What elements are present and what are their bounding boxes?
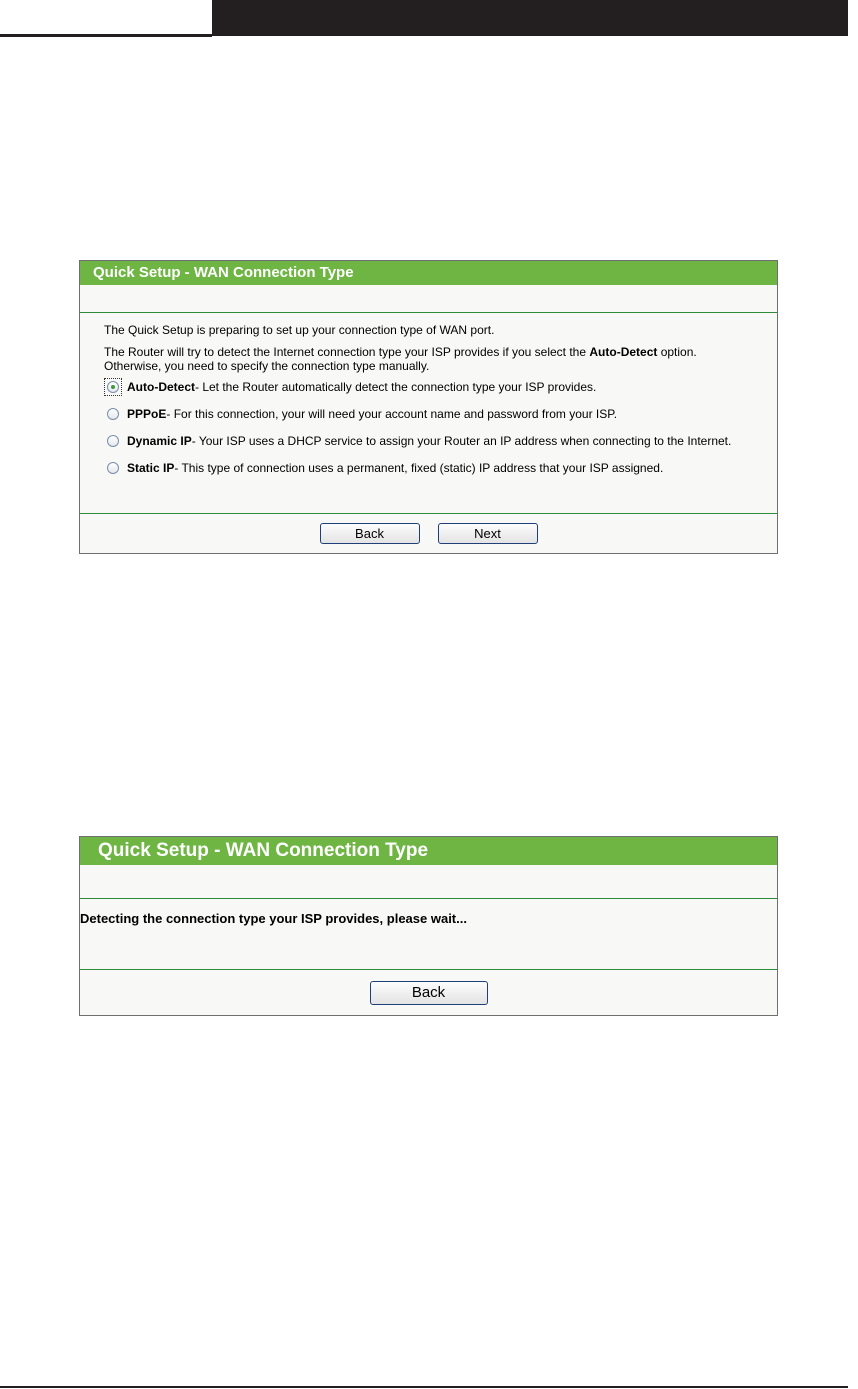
panel-title: Quick Setup - WAN Connection Type xyxy=(80,837,777,865)
back-button[interactable]: Back xyxy=(320,523,420,544)
panel-footer xyxy=(80,513,777,553)
detecting-connection-panel xyxy=(79,836,778,1016)
detect-explanation xyxy=(104,345,777,373)
option-auto-detect[interactable] xyxy=(104,377,777,397)
option-dynamic-ip[interactable] xyxy=(104,431,777,451)
back-button[interactable]: Back xyxy=(370,981,488,1005)
option-pppoe[interactable] xyxy=(104,404,777,424)
panel-spacer xyxy=(80,285,777,313)
option-description: - Let the Router automatically detect the connection type your ISP provides. xyxy=(195,380,597,394)
panel-body xyxy=(80,313,777,513)
auto-detect-radio[interactable] xyxy=(107,381,119,393)
option-static-ip[interactable] xyxy=(104,458,777,478)
dynamic-ip-radio[interactable] xyxy=(107,435,119,447)
radio-focus-ring xyxy=(104,459,122,477)
radio-focus-ring xyxy=(104,405,122,423)
detect-explanation-text: The Router will try to detect the Internet connection type your ISP provides if you select the xyxy=(104,345,590,359)
panel-title: Quick Setup - WAN Connection Type xyxy=(80,261,777,285)
option-label: Auto-Detect xyxy=(127,380,195,394)
option-label: Static IP xyxy=(127,461,175,475)
detect-explanation-suffix: option. xyxy=(657,345,697,359)
wan-connection-type-panel xyxy=(79,260,778,554)
option-description: - For this connection, your will need your account name and password from your ISP. xyxy=(166,407,618,421)
option-label: Dynamic IP xyxy=(127,434,192,448)
option-description: - This type of connection uses a permanent, fixed (static) IP address that your ISP assigned. xyxy=(174,461,664,475)
option-description: - Your ISP uses a DHCP service to assign your Router an IP address when connecting to the Internet. xyxy=(191,434,732,448)
document-header-bar xyxy=(0,0,858,40)
intro-text: The Quick Setup is preparing to set up your connection type of WAN port. xyxy=(104,323,495,337)
radio-focus-ring xyxy=(104,432,122,450)
footer-rule xyxy=(0,1386,848,1388)
radio-focus-ring xyxy=(104,378,122,396)
manual-explanation-text: Otherwise, you need to specify the connection type manually. xyxy=(104,359,430,373)
panel-footer xyxy=(80,970,777,1015)
detecting-message: Detecting the connection type your ISP provides, please wait... xyxy=(80,899,777,970)
panel-spacer xyxy=(80,865,777,899)
header-rule xyxy=(0,34,212,37)
option-label: PPPoE xyxy=(127,407,167,421)
next-button[interactable]: Next xyxy=(438,523,538,544)
static-ip-radio[interactable] xyxy=(107,462,119,474)
detect-explanation-bold: Auto-Detect xyxy=(589,345,658,359)
pppoe-radio[interactable] xyxy=(107,408,119,420)
header-dark-block xyxy=(212,0,848,36)
